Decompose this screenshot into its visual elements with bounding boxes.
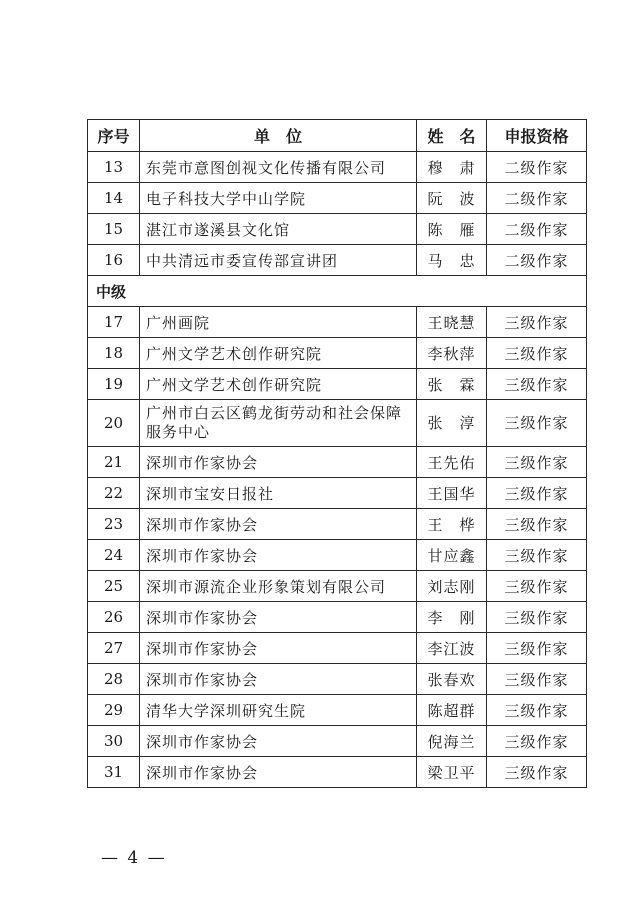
row-qualification: 三级作家 bbox=[487, 633, 587, 664]
row-organization: 湛江市遂溪县文化馆 bbox=[140, 214, 417, 245]
row-name: 甘应鑫 bbox=[417, 540, 487, 571]
table-row bbox=[88, 509, 587, 540]
table-row bbox=[88, 400, 587, 447]
row-organization: 广州文学艺术创作研究院 bbox=[140, 338, 417, 369]
row-index: 31 bbox=[88, 757, 140, 788]
row-organization: 深圳市作家协会 bbox=[140, 602, 417, 633]
row-organization: 清华大学深圳研究生院 bbox=[140, 695, 417, 726]
row-qualification: 三级作家 bbox=[487, 726, 587, 757]
header-index: 序号 bbox=[88, 120, 140, 152]
table-header-row bbox=[88, 120, 587, 152]
page-number: — 4 — bbox=[101, 848, 167, 868]
row-index: 18 bbox=[88, 338, 140, 369]
table-row bbox=[88, 478, 587, 509]
row-organization: 深圳市作家协会 bbox=[140, 447, 417, 478]
row-qualification: 三级作家 bbox=[487, 478, 587, 509]
header-name: 姓 名 bbox=[417, 120, 487, 152]
row-index: 25 bbox=[88, 571, 140, 602]
table-row bbox=[88, 152, 587, 183]
table-row bbox=[88, 307, 587, 338]
row-qualification: 三级作家 bbox=[487, 447, 587, 478]
header-qualification: 申报资格 bbox=[487, 120, 587, 152]
row-qualification: 三级作家 bbox=[487, 369, 587, 400]
row-qualification: 三级作家 bbox=[487, 571, 587, 602]
row-name: 马 忠 bbox=[417, 245, 487, 276]
row-qualification: 二级作家 bbox=[487, 214, 587, 245]
row-name: 张 淳 bbox=[417, 400, 487, 447]
row-organization: 深圳市作家协会 bbox=[140, 509, 417, 540]
table-row bbox=[88, 664, 587, 695]
row-name: 王 桦 bbox=[417, 509, 487, 540]
row-index: 24 bbox=[88, 540, 140, 571]
row-name: 王晓慧 bbox=[417, 307, 487, 338]
row-name: 梁卫平 bbox=[417, 757, 487, 788]
table-row bbox=[88, 757, 587, 788]
row-name: 王国华 bbox=[417, 478, 487, 509]
table-row bbox=[88, 338, 587, 369]
table-row bbox=[88, 447, 587, 478]
row-qualification: 三级作家 bbox=[487, 400, 587, 447]
row-name: 穆 肃 bbox=[417, 152, 487, 183]
row-index: 17 bbox=[88, 307, 140, 338]
row-organization: 广州文学艺术创作研究院 bbox=[140, 369, 417, 400]
row-organization: 深圳市作家协会 bbox=[140, 540, 417, 571]
section-label: 中级 bbox=[88, 276, 587, 307]
row-qualification: 三级作家 bbox=[487, 307, 587, 338]
row-qualification: 二级作家 bbox=[487, 183, 587, 214]
row-qualification: 三级作家 bbox=[487, 540, 587, 571]
row-qualification: 三级作家 bbox=[487, 664, 587, 695]
row-organization: 中共清远市委宣传部宣讲团 bbox=[140, 245, 417, 276]
row-qualification: 三级作家 bbox=[487, 757, 587, 788]
row-qualification: 二级作家 bbox=[487, 245, 587, 276]
row-name: 李 刚 bbox=[417, 602, 487, 633]
row-name: 王先佑 bbox=[417, 447, 487, 478]
table-row bbox=[88, 726, 587, 757]
table-row bbox=[88, 695, 587, 726]
row-name: 倪海兰 bbox=[417, 726, 487, 757]
row-name: 张春欢 bbox=[417, 664, 487, 695]
header-organization: 单 位 bbox=[140, 120, 417, 152]
row-qualification: 二级作家 bbox=[487, 152, 587, 183]
table-body bbox=[88, 152, 587, 788]
row-organization: 电子科技大学中山学院 bbox=[140, 183, 417, 214]
row-name: 张 霖 bbox=[417, 369, 487, 400]
row-index: 22 bbox=[88, 478, 140, 509]
row-organization: 深圳市源流企业形象策划有限公司 bbox=[140, 571, 417, 602]
row-index: 23 bbox=[88, 509, 140, 540]
row-organization: 深圳市作家协会 bbox=[140, 664, 417, 695]
row-name: 阮 波 bbox=[417, 183, 487, 214]
row-name: 刘志刚 bbox=[417, 571, 487, 602]
row-index: 16 bbox=[88, 245, 140, 276]
row-index: 29 bbox=[88, 695, 140, 726]
row-index: 15 bbox=[88, 214, 140, 245]
row-index: 19 bbox=[88, 369, 140, 400]
row-qualification: 三级作家 bbox=[487, 338, 587, 369]
row-organization: 东莞市意图创视文化传播有限公司 bbox=[140, 152, 417, 183]
row-organization: 深圳市宝安日报社 bbox=[140, 478, 417, 509]
table-row bbox=[88, 214, 587, 245]
row-name: 李江波 bbox=[417, 633, 487, 664]
table-row bbox=[88, 540, 587, 571]
row-name: 陈超群 bbox=[417, 695, 487, 726]
qualification-table bbox=[87, 119, 587, 788]
row-organization: 深圳市作家协会 bbox=[140, 633, 417, 664]
row-organization: 广州画院 bbox=[140, 307, 417, 338]
row-index: 20 bbox=[88, 400, 140, 447]
row-index: 27 bbox=[88, 633, 140, 664]
row-qualification: 三级作家 bbox=[487, 602, 587, 633]
row-name: 李秋萍 bbox=[417, 338, 487, 369]
row-index: 26 bbox=[88, 602, 140, 633]
table-row bbox=[88, 183, 587, 214]
row-index: 30 bbox=[88, 726, 140, 757]
row-organization: 深圳市作家协会 bbox=[140, 726, 417, 757]
table-row bbox=[88, 369, 587, 400]
row-index: 21 bbox=[88, 447, 140, 478]
table-row bbox=[88, 602, 587, 633]
row-name: 陈 雁 bbox=[417, 214, 487, 245]
row-index: 28 bbox=[88, 664, 140, 695]
row-index: 13 bbox=[88, 152, 140, 183]
table-row bbox=[88, 633, 587, 664]
row-organization: 深圳市作家协会 bbox=[140, 757, 417, 788]
table-row bbox=[88, 571, 587, 602]
section-row bbox=[88, 276, 587, 307]
row-qualification: 三级作家 bbox=[487, 695, 587, 726]
row-organization: 广州市白云区鹤龙街劳动和社会保障服务中心 bbox=[140, 400, 417, 447]
table-row bbox=[88, 245, 587, 276]
row-index: 14 bbox=[88, 183, 140, 214]
row-qualification: 三级作家 bbox=[487, 509, 587, 540]
